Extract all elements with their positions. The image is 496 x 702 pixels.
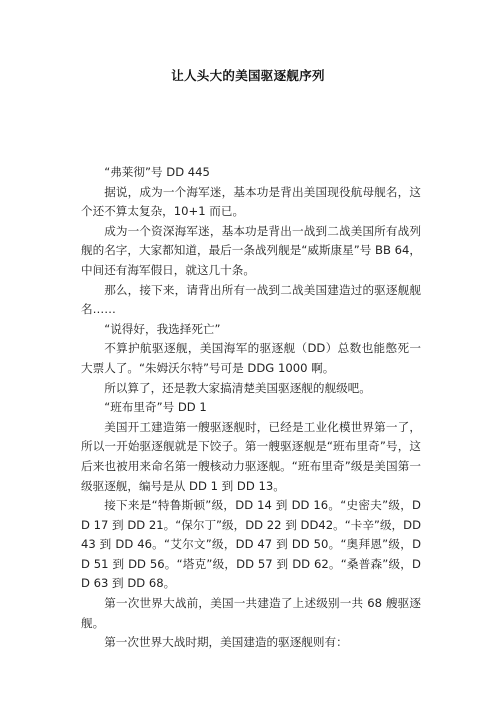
paragraph-destroyer-challenge: 那么，接下来，请背出所有一战到二战美国建造过的驱逐舰舰名……	[81, 282, 421, 317]
paragraph-ship-caption-bainbridge: “班布里奇”号 DD 1	[104, 400, 207, 415]
document-body	[81, 163, 421, 653]
paragraph-battleship-names: 成为一个资深海军迷，基本功是背出一战到二战美国所有战列舰的名字，大家都知道，最后一条战列舰是“威斯康星”号 BB 64，中间还有海军假日，就这几十条。	[81, 223, 421, 277]
paragraph-first-destroyer: 美国开工建造第一艘驱逐舰时，已经是工业化模世界第一了，所以一开始驱逐舰就是下饺子。第一艘驱逐舰是“班布里奇”号，这后来也被用来命名第一艘核动力驱逐舰。“班布里奇”级是美国第一级驱逐舰，编号是从 DD 1 到 DD 13。	[81, 419, 421, 493]
paragraph-ship-caption-fletcher: “弗莱彻”号 DD 445	[104, 165, 210, 179]
paragraph-class-list: 接下来是“特鲁斯顿”级，DD 14 到 DD 16。“史密夫”级，DD 17 到 DD 21。“保尔丁”级，DD 22 到 DD42。“卡辛”级，DD 43 到 DD 46。“艾尔文”级，DD 47 到 DD 50。“奥拜恩”级，DD 51 到 DD 56。“塔克”级，DD 57 到 DD 62。“桑普森”级，DD 63 到 DD 68。	[81, 498, 421, 591]
paragraph-pre-ww1-total: 第一次世界大战前，美国一共建造了上述级别一共 68 艘驱逐舰。	[81, 596, 421, 630]
paragraph-class-intro: 所以算了，还是教大家搞清楚美国驱逐舰的舰级吧。	[104, 380, 371, 395]
paragraph-quote: “说得好，我选择死亡”	[104, 321, 221, 336]
paragraph-carrier-names: 据说，成为一个海军迷，基本功是背出美国现役航母舰名，这个还不算太复杂，10+1 而已。	[81, 184, 421, 219]
document-title: 让人头大的美国驱逐舰序列	[171, 68, 325, 83]
paragraph-destroyer-count: 不算护航驱逐舰，美国海军的驱逐舰（DD）总数也能憋死一大票人了。“朱姆沃尔特”号可是 DDG 1000 啊。	[81, 341, 421, 375]
paragraph-ww1-intro: 第一次世界大战时期，美国建造的驱逐舰则有：	[104, 635, 348, 650]
